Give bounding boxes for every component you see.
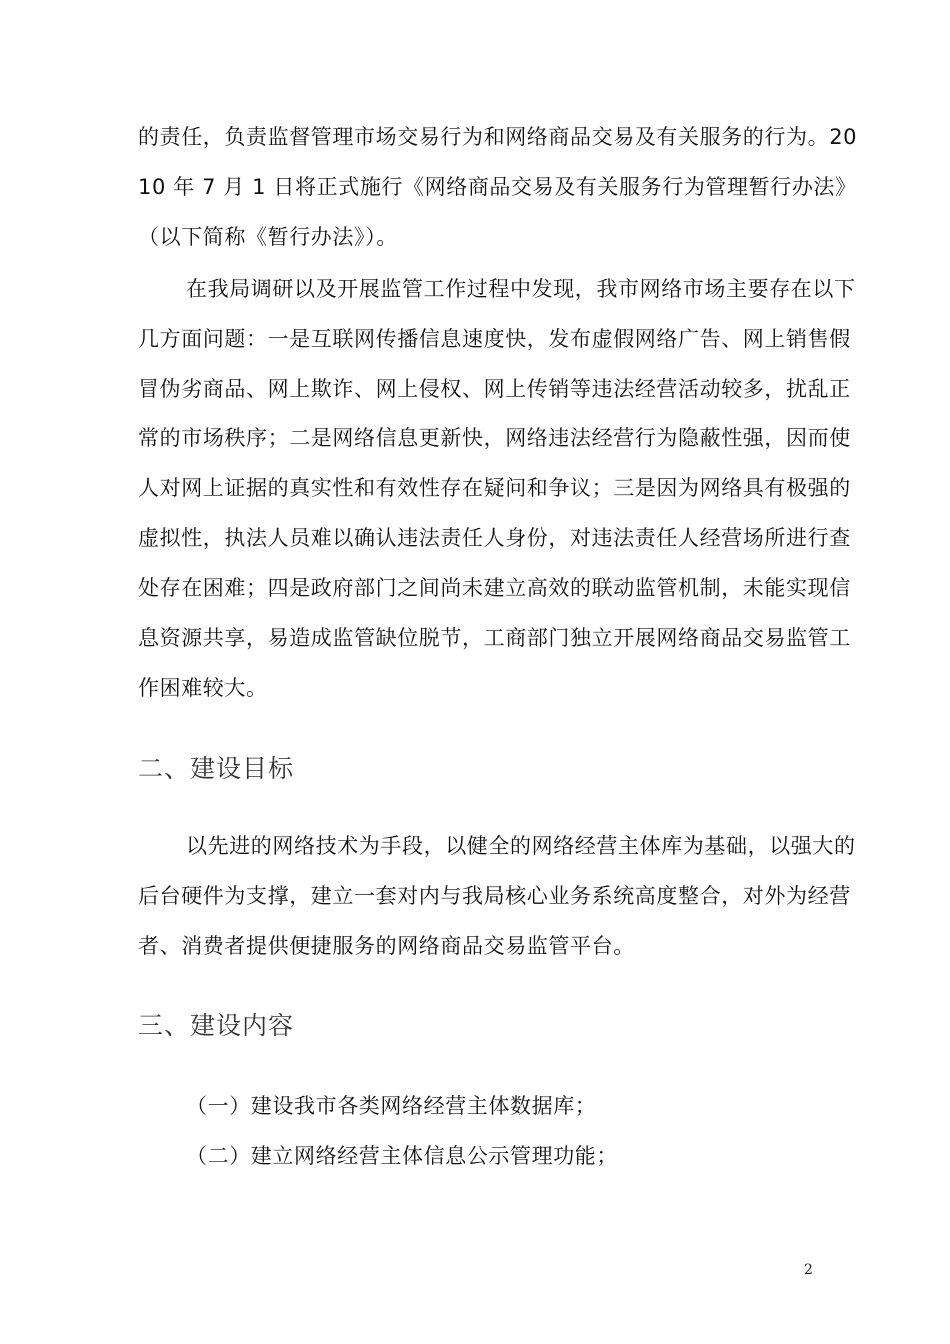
paragraph-line: （以下简称《暂行办法》）。 [138, 225, 398, 249]
paragraph-line: 者、消费者提供便捷服务的网络商品交易监管平台。 [138, 934, 635, 958]
paragraph-line: 的责任，负责监督管理市场交易行为和网络商品交易及有关服务的行为。20 [138, 125, 858, 149]
paragraph-line: 后台硬件为支撑，建立一套对内与我局核心业务系统高度整合，对外为经营 [138, 884, 851, 908]
paragraph-line: 冒伪劣商品、网上欺诈、网上侵权、网上传销等违法经营活动较多，扰乱正 [138, 377, 851, 401]
paragraph-line: 处存在困难；四是政府部门之间尚未建立高效的联动监管机制，未能实现信 [138, 576, 851, 600]
paragraph-line: 几方面问题：一是互联网传播信息速度快，发布虚假网络广告、网上销售假 [138, 327, 851, 351]
paragraph-line: 10 年 7 月 1 日将正式施行《网络商品交易及有关服务行为管理暂行办法》 [138, 175, 857, 199]
list-item: （一）建设我市各类网络经营主体数据库； [186, 1094, 597, 1118]
section-heading-content: 三、建设内容 [138, 1011, 295, 1040]
paragraph-line: 在我局调研以及开展监管工作过程中发现，我市网络市场主要存在以下 [186, 277, 856, 301]
paragraph-line: 虚拟性，执法人员难以确认违法责任人身份，对违法责任人经营场所进行查 [138, 526, 851, 550]
list-item: （二）建立网络经营主体信息公示管理功能； [186, 1144, 618, 1168]
paragraph-line: 常的市场秩序；二是网络信息更新快，网络违法经营行为隐蔽性强，因而使 [138, 426, 851, 450]
section-heading-goals: 二、建设目标 [138, 754, 295, 783]
paragraph-line: 人对网上证据的真实性和有效性存在疑问和争议；三是因为网络具有极强的 [138, 476, 851, 500]
paragraph-line: 作困难较大。 [138, 676, 268, 700]
page-number: 2 [804, 1262, 813, 1278]
paragraph-line: 以先进的网络技术为手段，以健全的网络经营主体库为基础，以强大的 [186, 834, 856, 858]
paragraph-line: 息资源共享，易造成监管缺位脱节，工商部门独立开展网络商品交易监管工 [138, 626, 851, 650]
